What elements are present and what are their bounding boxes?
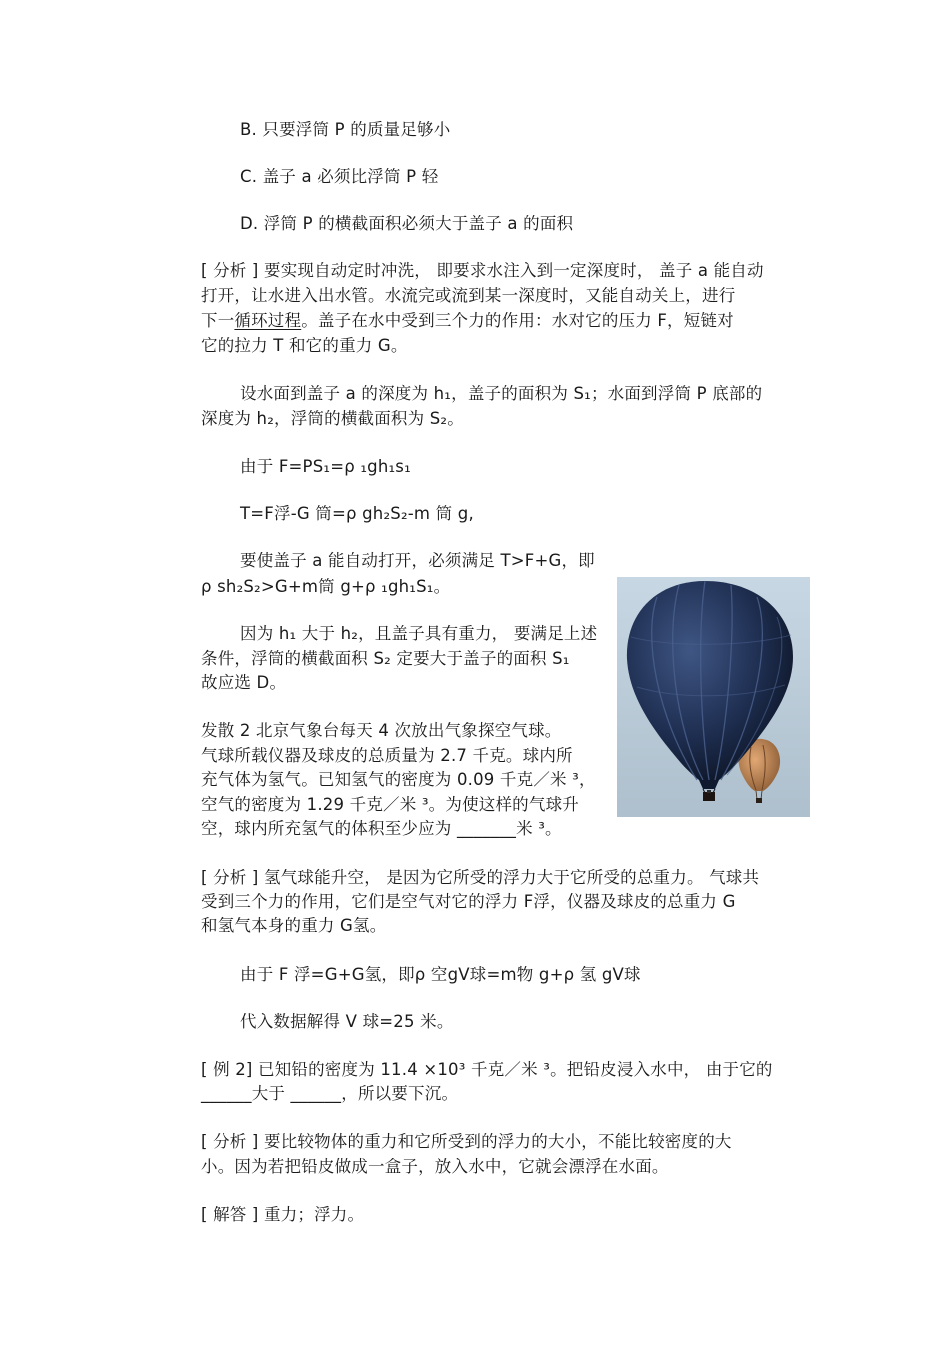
- example2-line2: ______大于 ______，所以要下沉。: [201, 1084, 459, 1103]
- volume-result: 代入数据解得 V 球=25 米。: [240, 1012, 454, 1031]
- problem2-line5: 空，球内所充氢气的体积至少应为 _______米 ³。: [201, 819, 562, 838]
- conclusion-line2: 条件，浮筒的横截面积 S₂ 定要大于盖子的面积 S₁: [201, 649, 570, 668]
- equation-f: 由于 F=PS₁=ρ ₁gh₁s₁: [240, 457, 411, 476]
- problem2-line3: 充气体为氢气。已知氢气的密度为 0.09 千克／米 ³，: [201, 770, 596, 789]
- analysis1-line4: 它的拉力 T 和它的重力 G。: [201, 336, 408, 355]
- cycle-process-link[interactable]: 循环过程: [234, 311, 302, 330]
- analysis1-line3-pre: 下一: [201, 311, 235, 330]
- equation-t: T=F浮-G 筒=ρ gh₂S₂-m 筒 g,: [240, 504, 474, 523]
- problem2-line1: 发散 2 北京气象台每天 4 次放出气象探空气球。: [201, 721, 562, 740]
- option-c: C. 盖子 a 必须比浮筒 P 轻: [240, 167, 439, 186]
- analysis3-line2: 小。因为若把铅皮做成一盒子，放入水中，它就会漂浮在水面。: [201, 1157, 669, 1176]
- buoyancy-equation: 由于 F 浮=G+G氢，即ρ 空gV球=m物 g+ρ 氢 gV球: [240, 965, 641, 984]
- analysis1-line3: [201, 309, 734, 333]
- option-d: D. 浮筒 P 的横截面积必须大于盖子 a 的面积: [240, 214, 574, 233]
- condition-line2: ρ sh₂S₂>G+m筒 g+ρ ₁gh₁S₁。: [201, 577, 451, 596]
- condition-line1: 要使盖子 a 能自动打开，必须满足 T>F+G，即: [240, 551, 595, 570]
- example2-line1: [ 例 2] 已知铅的密度为 11.4 ×10³ 千克／米 ³。把铅皮浸入水中， 由于它的: [201, 1060, 773, 1079]
- setup-line1: 设水面到盖子 a 的深度为 h₁，盖子的面积为 S₁；水面到浮筒 P 底部的: [240, 384, 763, 403]
- analysis2-line2: 受到三个力的作用，它们是空气对它的浮力 F浮，仪器及球皮的总重力 G: [201, 892, 736, 911]
- analysis1-line1: [ 分析 ] 要实现自动定时冲洗， 即要求水注入到一定深度时， 盖子 a 能自动: [201, 261, 764, 280]
- hot-air-balloon-photo: [617, 577, 810, 817]
- problem2-line4: 空气的密度为 1.29 千克／米 ³。为使这样的气球升: [201, 795, 579, 814]
- option-b: B. 只要浮筒 P 的质量足够小: [240, 120, 451, 139]
- answer: [ 解答 ] 重力；浮力。: [201, 1205, 365, 1224]
- setup-line2: 深度为 h₂，浮筒的横截面积为 S₂。: [201, 409, 464, 428]
- conclusion-line1: 因为 h₁ 大于 h₂，且盖子具有重力， 要满足上述: [240, 624, 598, 643]
- analysis1-line2: 打开，让水进入出水管。水流完或流到某一深度时，又能自动关上，进行: [201, 286, 736, 305]
- balloon-illustration: [617, 577, 810, 817]
- analysis1-line3-post: 。盖子在水中受到三个力的作用：水对它的压力 F，短链对: [301, 311, 734, 330]
- analysis2-line1: [ 分析 ] 氢气球能升空， 是因为它所受的浮力大于它所受的总重力。 气球共: [201, 868, 760, 887]
- problem2-line2: 气球所载仪器及球皮的总质量为 2.7 千克。球内所: [201, 746, 573, 765]
- analysis2-line3: 和氢气本身的重力 G氢。: [201, 916, 387, 935]
- analysis3-line1: [ 分析 ] 要比较物体的重力和它所受到的浮力的大小，不能比较密度的大: [201, 1132, 732, 1151]
- balloon-basket: [703, 792, 715, 801]
- conclusion-line3: 故应选 D。: [201, 673, 287, 692]
